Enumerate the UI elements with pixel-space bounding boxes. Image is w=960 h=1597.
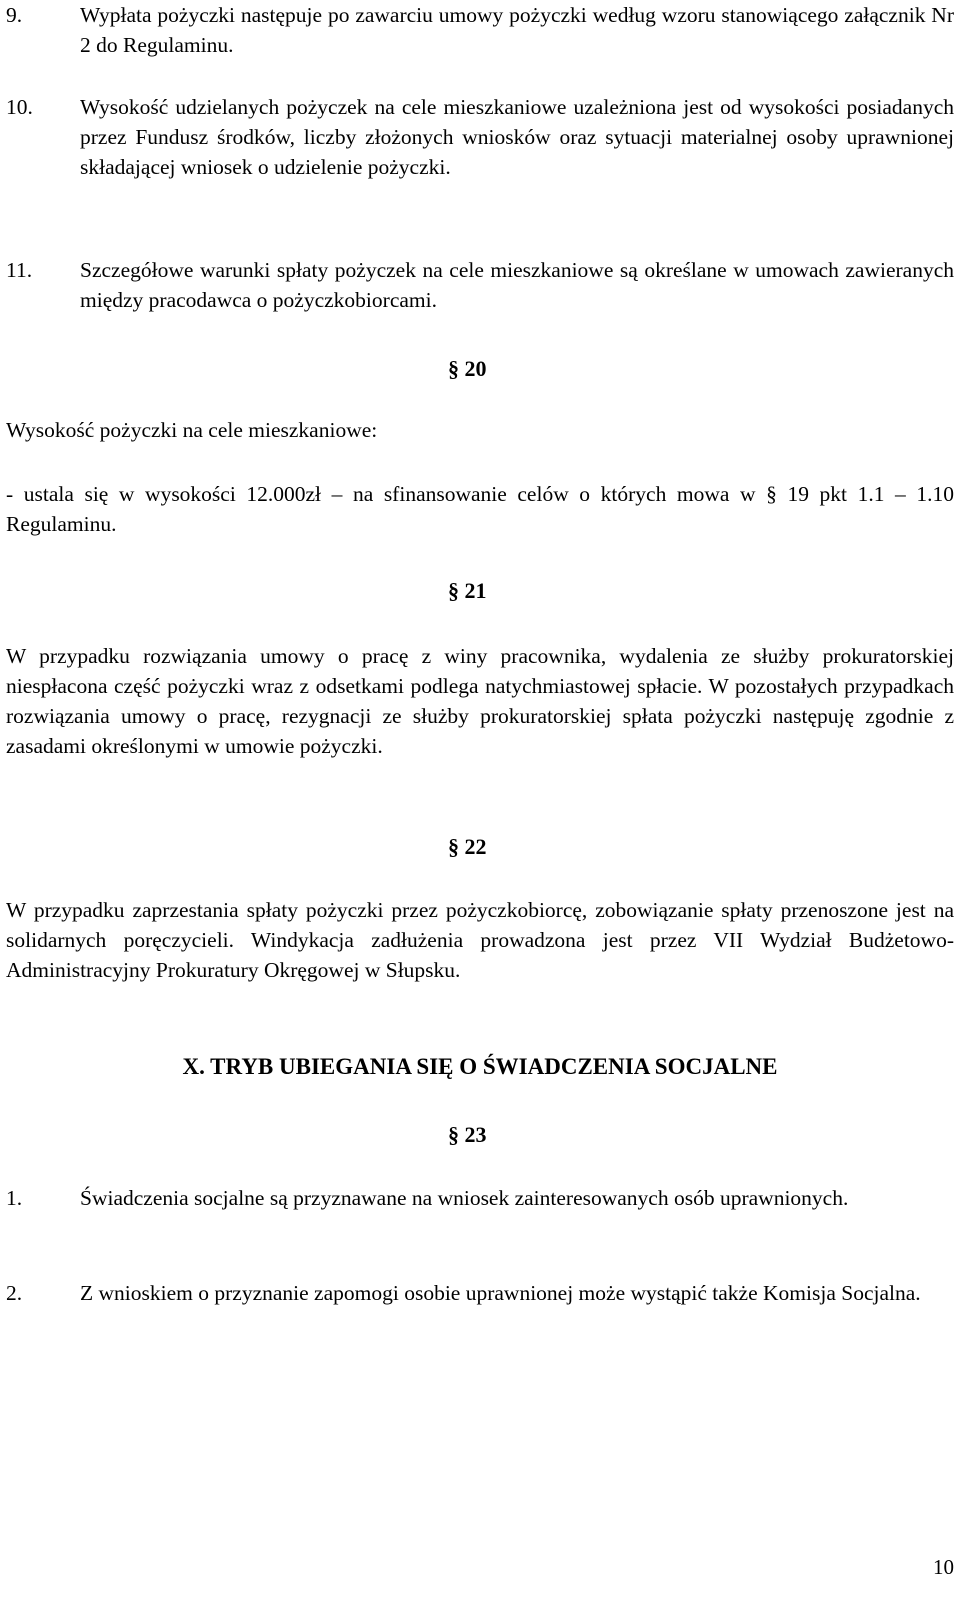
list-item-number: 2.: [6, 1281, 23, 1305]
list-item-number: 1.: [6, 1186, 23, 1210]
list-item-9: [6, 0, 954, 60]
list-item-number: 11.: [6, 258, 33, 282]
paragraph-21-text: W przypadku rozwiązania umowy o pracę z winy pracownika, wydalenia ze służby prokuratorskiej niespłacona część pożyczki wraz z odsetkami podlega natychmiastowej spłacie. W pozostałych przypadkach rozwiązania umowy o pracę, rezygnacji ze służby prokuratorskiej spłata pożyczki następuję zgodnie z zasadami określonymi w umowie pożyczki.: [6, 644, 954, 758]
list-item-text: Z wnioskiem o przyznanie zapomogi osobie uprawnionej może wystąpić także Komisja Socjalna.: [80, 1281, 921, 1305]
list-item-text: Szczegółowe warunki spłaty pożyczek na cele mieszkaniowe są określane w umowach zawieranych między pracodawca o pożyczkobiorcami.: [80, 258, 954, 312]
paragraph-heading-22: § 22: [448, 834, 487, 859]
paragraph-22-text: W przypadku zaprzestania spłaty pożyczki przez pożyczkobiorcę, zobowiązanie spłaty przenoszone jest na solidarnych poręczycieli. Windykacja zadłużenia prowadzona jest przez VII Wydział Budżetowo-Administracyjny Prokuratury Okręgowej w Słupsku.: [6, 898, 954, 982]
list-item-text: Wysokość udzielanych pożyczek na cele mieszkaniowe uzależniona jest od wysokości posiadanych przez Fundusz środków, liczby złożonych wniosków oraz sytuacji materialnej osoby uprawnionej składającej wniosek o udzielenie pożyczki.: [80, 95, 954, 179]
list-item-23-1: [6, 1183, 954, 1213]
paragraph-20-line2: - ustala się w wysokości 12.000zł – na sfinansowanie celów o których mowa w § 19 pkt 1.1 – 1.10 Regulaminu.: [6, 482, 954, 536]
paragraph-20-line1: Wysokość pożyczki na cele mieszkaniowe:: [6, 418, 378, 442]
paragraph-heading-20: § 20: [448, 356, 487, 381]
page-number: 10: [933, 1555, 954, 1579]
list-item-10: [6, 92, 954, 182]
list-item-text: Wypłata pożyczki następuje po zawarciu umowy pożyczki według wzoru stanowiącego załącznik Nr 2 do Regulaminu.: [80, 3, 954, 57]
list-item-23-2: [6, 1278, 954, 1308]
list-item-text: Świadczenia socjalne są przyznawane na wniosek zainteresowanych osób uprawnionych.: [80, 1186, 849, 1210]
list-item-11: [6, 255, 954, 315]
list-item-number: 10.: [6, 95, 33, 119]
section-title: X. TRYB UBIEGANIA SIĘ O ŚWIADCZENIA SOCJALNE: [182, 1054, 778, 1079]
list-item-number: 9.: [6, 3, 23, 27]
paragraph-heading-21: § 21: [448, 578, 487, 603]
paragraph-heading-23: § 23: [448, 1122, 487, 1147]
